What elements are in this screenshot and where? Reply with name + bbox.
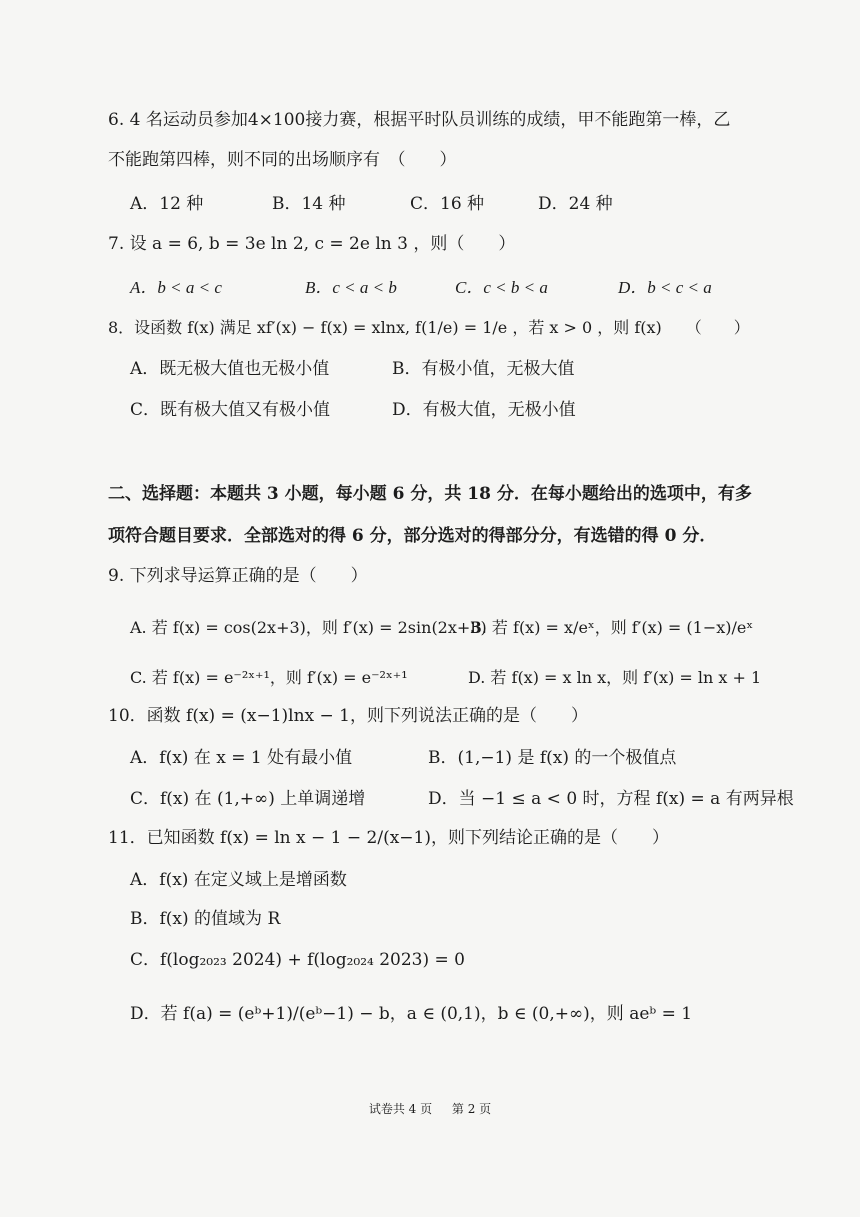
q6-option-a: A．12 种 bbox=[130, 194, 204, 214]
q6-line2: 不能跑第四棒，则不同的出场顺序有 （ ） bbox=[108, 150, 457, 170]
q7-stem: 7. 设 a = 6, b = 3e ln 2, c = 2e ln 3 ，则（ ） bbox=[108, 234, 516, 254]
q6-option-c: C．16 种 bbox=[410, 194, 485, 214]
section2-line1: 二、选择题：本题共 3 小题，每小题 6 分，共 18 分．在每小题给出的选项中，有多 bbox=[108, 484, 752, 504]
q8-option-a: A．既无极大值也无极小值 bbox=[130, 359, 330, 379]
q10-option-a: A．f(x) 在 x = 1 处有最小值 bbox=[130, 748, 353, 768]
q11-option-d: D．若 f(a) = (eᵇ+1)/(eᵇ−1) − b，a ∈ (0,1)，b ∈ (0,+∞)，则 aeᵇ = 1 bbox=[130, 1004, 693, 1024]
q8-option-b: B．有极小值，无极大值 bbox=[392, 359, 575, 379]
q8-option-d: D．有极大值，无极小值 bbox=[392, 400, 576, 420]
q9-option-b: B. 若 f(x) = x/eˣ，则 f′(x) = (1−x)/eˣ bbox=[470, 618, 754, 637]
q7-option-a: A．b < a < c bbox=[130, 278, 222, 297]
q7-option-c: C．c < b < a bbox=[455, 278, 548, 297]
footer-page-number: 第 2 页 bbox=[451, 1102, 492, 1116]
q10-option-c: C．f(x) 在 (1,+∞) 上单调递增 bbox=[130, 789, 366, 809]
q11-option-b: B．f(x) 的值域为 R bbox=[130, 909, 281, 929]
q6-option-d: D．24 种 bbox=[538, 194, 613, 214]
q8-stem: 8．设函数 f(x) 满足 xf′(x) − f(x) = xlnx, f(1/e) = 1/e ，若 x > 0 ，则 f(x) （ ） bbox=[108, 318, 750, 337]
q11-option-c: C．f(log₂₀₂₃ 2024) + f(log₂₀₂₄ 2023) = 0 bbox=[130, 950, 466, 970]
q9-option-c: C. 若 f(x) = e⁻²ˣ⁺¹，则 f′(x) = e⁻²ˣ⁺¹ bbox=[130, 668, 408, 687]
q7-option-b: B．c < a < b bbox=[305, 278, 397, 297]
q10-option-b: B．(1,−1) 是 f(x) 的一个极值点 bbox=[428, 748, 677, 768]
q11-option-a: A．f(x) 在定义域上是增函数 bbox=[130, 870, 347, 890]
q6-line1: 6. 4 名运动员参加4×100接力赛，根据平时队员训练的成绩，甲不能跑第一棒，乙 bbox=[108, 110, 731, 130]
q9-stem: 9. 下列求导运算正确的是（ ） bbox=[108, 566, 368, 586]
q8-option-c: C．既有极大值又有极小值 bbox=[130, 400, 331, 420]
q10-option-d: D．当 −1 ≤ a < 0 时，方程 f(x) = a 有两异根 bbox=[428, 789, 794, 809]
q10-stem: 10．函数 f(x) = (x−1)lnx − 1，则下列说法正确的是（ ） bbox=[108, 706, 588, 726]
q7-option-d: D．b < c < a bbox=[618, 278, 712, 297]
q9-option-a: A. 若 f(x) = cos(2x+3)，则 f′(x) = 2sin(2x+3) bbox=[130, 618, 487, 637]
q6-option-b: B．14 种 bbox=[272, 194, 346, 214]
section2-line2: 项符合题目要求．全部选对的得 6 分，部分选对的得部分分，有选错的得 0 分． bbox=[108, 526, 717, 546]
page-footer bbox=[0, 1100, 860, 1117]
q11-stem: 11．已知函数 f(x) = ln x − 1 − 2/(x−1)，则下列结论正确的是（ ） bbox=[108, 828, 669, 848]
footer-total-pages: 试卷共 4 页 bbox=[368, 1102, 433, 1116]
q9-option-d: D. 若 f(x) = x ln x，则 f′(x) = ln x + 1 bbox=[468, 668, 762, 687]
